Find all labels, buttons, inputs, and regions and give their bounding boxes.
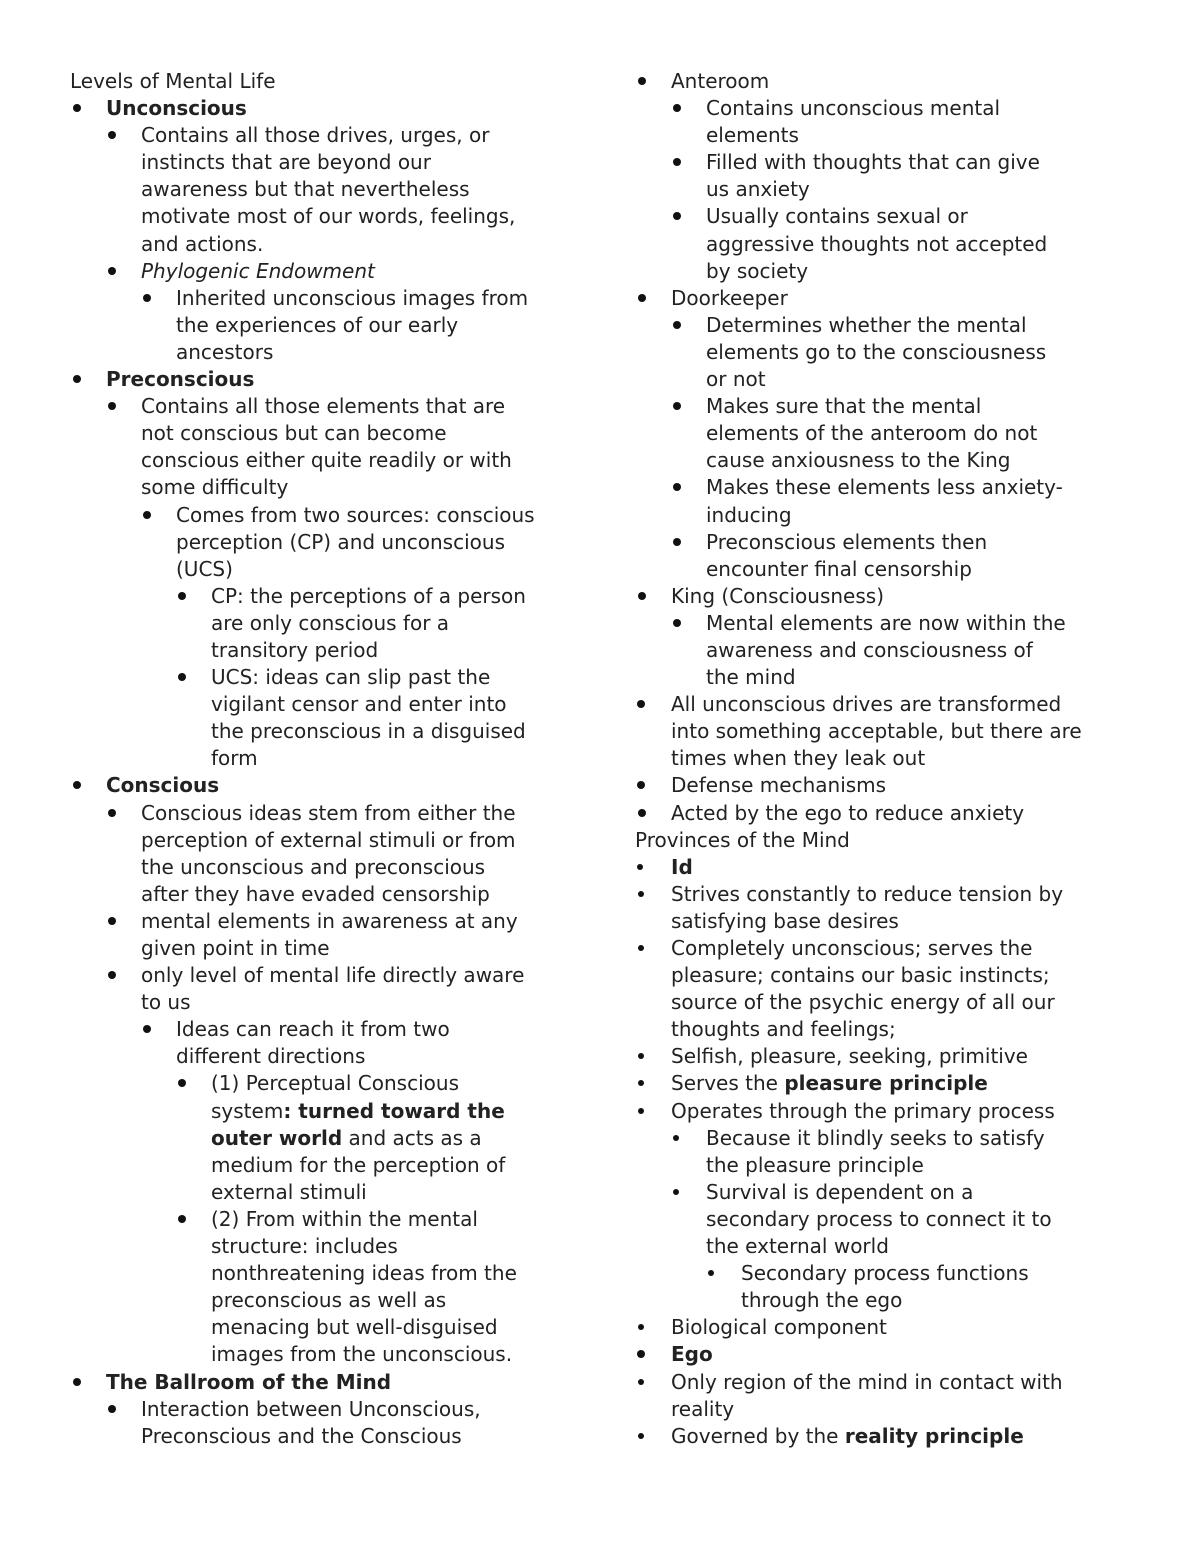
text: (UCS) — [176, 556, 233, 581]
text: cause anxiousness to the King — [706, 448, 1011, 473]
text: awareness but that nevertheless — [141, 177, 470, 202]
list-item — [635, 1125, 1135, 1152]
section-heading — [70, 68, 570, 95]
text: images from the unconscious. — [211, 1342, 513, 1367]
text: encounter final censorship — [706, 556, 972, 581]
bullet-icon — [638, 891, 644, 897]
text: Selfish, pleasure, seeking, primitive — [671, 1044, 1028, 1069]
list-item — [635, 800, 1135, 827]
text: reality — [671, 1396, 735, 1421]
bullet-icon — [673, 321, 681, 329]
bullet-icon — [673, 158, 681, 166]
list-item-continuation — [70, 556, 570, 583]
text: after they have evaded censorship — [141, 881, 490, 906]
text: pleasure; contains our basic instincts; — [671, 963, 1050, 988]
bullet-icon — [638, 809, 646, 817]
text: the external world — [706, 1234, 889, 1259]
list-item-continuation — [70, 637, 570, 664]
list-item-continuation — [635, 231, 1135, 258]
list-item — [70, 122, 570, 149]
list-item-continuation — [635, 1206, 1135, 1233]
list-item-continuation — [70, 1287, 570, 1314]
list-item — [635, 1260, 1135, 1287]
bold-text: Unconscious — [106, 96, 247, 121]
list-item-continuation — [70, 474, 570, 501]
list-item-continuation — [70, 854, 570, 881]
bold-text: Ego — [671, 1342, 713, 1367]
list-item — [70, 1016, 570, 1043]
text: King (Consciousness) — [671, 583, 885, 608]
bullet-icon — [673, 538, 681, 546]
text: CP: the perceptions of a person — [211, 583, 526, 608]
list-item — [635, 1043, 1135, 1070]
list-item-continuation — [70, 1233, 570, 1260]
list-item-continuation — [70, 203, 570, 230]
list-item — [70, 583, 570, 610]
list-item-continuation — [70, 529, 570, 556]
bullet-icon — [178, 592, 186, 600]
list-item — [70, 800, 570, 827]
list-item-continuation — [70, 1341, 570, 1368]
list-item-continuation — [70, 149, 570, 176]
text: Interaction between Unconscious, — [141, 1396, 481, 1421]
text: vigilant censor and enter into — [211, 692, 507, 717]
text: Usually contains sexual or — [706, 204, 968, 229]
text: (1) Perceptual Conscious — [211, 1071, 459, 1096]
list-item-continuation — [70, 935, 570, 962]
list-item-continuation — [635, 989, 1135, 1016]
text: preconscious as well as — [211, 1288, 447, 1313]
list-item-continuation — [635, 420, 1135, 447]
text: elements go to the consciousness — [706, 339, 1047, 364]
list-item-continuation — [635, 962, 1135, 989]
text: Preconscious and the Conscious — [141, 1423, 462, 1448]
text: conscious either quite readily or with — [141, 448, 512, 473]
text: Contains all those drives, urges, or — [141, 123, 490, 148]
list-item-continuation — [635, 176, 1135, 203]
list-item — [635, 68, 1135, 95]
section-heading — [635, 827, 1135, 854]
bullet-icon — [638, 1379, 644, 1385]
bold-text: Conscious — [106, 773, 220, 798]
bullet-icon — [108, 131, 116, 139]
list-item-continuation — [70, 339, 570, 366]
list-item — [635, 583, 1135, 610]
list-item-continuation — [70, 1098, 570, 1125]
text: and acts as a — [342, 1125, 482, 1150]
list-item — [635, 285, 1135, 312]
list-item — [635, 691, 1135, 718]
bullet-icon — [637, 781, 645, 789]
bullet-icon — [638, 1053, 644, 1059]
list-item-continuation — [635, 502, 1135, 529]
list-item-continuation — [635, 1287, 1135, 1314]
list-item-continuation — [635, 447, 1135, 474]
text: different directions — [176, 1044, 366, 1069]
text: Filled with thoughts that can give — [706, 150, 1040, 175]
list-item — [635, 529, 1135, 556]
bullet-icon — [73, 375, 81, 383]
text: the preconscious in a disguised — [211, 719, 526, 744]
text: Comes from two sources: conscious — [176, 502, 535, 527]
text: awareness and consciousness of — [706, 637, 1033, 662]
list-item-continuation — [635, 122, 1135, 149]
text: aggressive thoughts not accepted — [706, 231, 1048, 256]
text: Doorkeeper — [671, 285, 788, 310]
text: Governed by the — [671, 1423, 845, 1448]
bullet-icon — [638, 945, 644, 951]
text: the experiences of our early — [176, 312, 459, 337]
list-item — [635, 203, 1135, 230]
text: thoughts and feelings; — [671, 1017, 896, 1042]
text: structure: includes — [211, 1234, 398, 1259]
list-item — [635, 1341, 1135, 1368]
bullet-icon — [673, 1135, 679, 1141]
list-item — [635, 1179, 1135, 1206]
list-item-continuation — [635, 908, 1135, 935]
text: Preconscious elements then — [706, 529, 988, 554]
text: the unconscious and preconscious — [141, 854, 486, 879]
text: mental elements in awareness at any — [141, 908, 518, 933]
bullet-icon — [178, 1215, 186, 1223]
bullet-icon — [108, 917, 116, 925]
text: satisfying base desires — [671, 908, 899, 933]
text: source of the psychic energy of all our — [671, 990, 1055, 1015]
text: form — [211, 746, 258, 771]
list-item-continuation — [635, 1233, 1135, 1260]
right-column — [635, 68, 1135, 1450]
bullet-icon — [73, 1378, 81, 1386]
text: Because it blindly seeks to satisfy — [706, 1125, 1045, 1150]
list-item — [635, 312, 1135, 339]
text: (2) From within the mental — [211, 1206, 478, 1231]
text: perception of external stimuli or from — [141, 827, 516, 852]
list-item-continuation — [635, 1016, 1135, 1043]
text: Conscious ideas stem from either the — [141, 800, 516, 825]
bold-text: The Ballroom of the Mind — [106, 1369, 392, 1394]
text: system — [211, 1098, 284, 1123]
text: All unconscious drives are transformed — [671, 692, 1062, 717]
list-item — [70, 1369, 570, 1396]
list-item-continuation — [635, 339, 1135, 366]
text: us anxiety — [706, 177, 810, 202]
bullet-icon — [637, 700, 645, 708]
list-item — [70, 772, 570, 799]
list-item-continuation — [70, 447, 570, 474]
list-item-continuation — [70, 420, 570, 447]
bullet-icon — [143, 294, 151, 302]
list-item — [70, 258, 570, 285]
bold-text: reality principle — [844, 1423, 1024, 1448]
text: Secondary process functions — [741, 1261, 1029, 1286]
text: to us — [141, 990, 191, 1015]
list-item — [70, 1206, 570, 1233]
text: Biological component — [671, 1315, 887, 1340]
list-item-continuation — [70, 989, 570, 1016]
text: Completely unconscious; serves the — [671, 936, 1033, 960]
list-item — [635, 610, 1135, 637]
bullet-icon — [673, 402, 681, 410]
list-item — [70, 393, 570, 420]
text: the pleasure principle — [706, 1152, 924, 1177]
text: Operates through the primary process — [671, 1098, 1055, 1123]
text: nonthreatening ideas from the — [211, 1261, 517, 1286]
bullet-icon — [108, 267, 116, 275]
text: through the ego — [741, 1288, 903, 1313]
bullet-icon — [73, 104, 81, 112]
list-item — [70, 908, 570, 935]
list-item-continuation — [70, 231, 570, 258]
text: external stimuli — [211, 1179, 367, 1204]
text: motivate most of our words, feelings, — [141, 204, 516, 229]
list-item-continuation — [70, 312, 570, 339]
bullet-icon — [108, 971, 116, 979]
list-item — [635, 881, 1135, 908]
bullet-icon — [108, 1405, 116, 1413]
bullet-icon — [143, 511, 151, 519]
text: elements — [706, 123, 799, 148]
text: secondary process to connect it to — [706, 1206, 1052, 1231]
list-item — [635, 1070, 1135, 1097]
bold-text: pleasure principle — [784, 1071, 988, 1096]
text: Ideas can reach it from two — [176, 1017, 450, 1042]
bullet-icon — [638, 1108, 644, 1114]
text: instincts that are beyond our — [141, 150, 431, 175]
list-item-continuation — [635, 258, 1135, 285]
text: elements of the anteroom do not — [706, 421, 1038, 446]
text: into something acceptable, but there are — [671, 719, 1082, 744]
text: and actions. — [141, 231, 264, 256]
text: UCS: ideas can slip past the — [211, 665, 491, 690]
bullet-icon — [673, 619, 681, 627]
list-item-continuation — [70, 827, 570, 854]
list-item-continuation — [70, 718, 570, 745]
list-item-continuation — [70, 610, 570, 637]
text: Levels of Mental Life — [70, 69, 276, 93]
bullet-icon — [638, 1080, 644, 1086]
text: are only conscious for a — [211, 610, 450, 635]
bullet-icon — [108, 809, 116, 817]
list-item — [635, 854, 1135, 881]
text: Survival is dependent on a — [706, 1179, 974, 1204]
list-item-continuation — [635, 664, 1135, 691]
text: Serves the — [671, 1071, 785, 1096]
text: Acted by the ego to reduce anxiety — [671, 800, 1025, 825]
list-item — [635, 474, 1135, 501]
list-item — [70, 664, 570, 691]
list-item-continuation — [635, 556, 1135, 583]
left-column — [70, 68, 570, 1450]
list-item — [70, 366, 570, 393]
list-item — [635, 393, 1135, 420]
bullet-icon — [673, 104, 681, 112]
list-item — [70, 962, 570, 989]
list-item-continuation — [70, 1423, 570, 1450]
list-item-continuation — [70, 745, 570, 772]
list-item — [70, 285, 570, 312]
list-item-continuation — [70, 1125, 570, 1152]
text: menacing but well-disguised — [211, 1315, 498, 1340]
text: some difficulty — [141, 475, 289, 500]
list-item-continuation — [70, 1179, 570, 1206]
text: Makes these elements less anxiety- — [706, 475, 1063, 500]
bullet-icon — [638, 1324, 644, 1330]
text: times when they leak out — [671, 746, 926, 771]
italic-text: Phylogenic Endowment — [141, 258, 375, 283]
text: transitory period — [211, 637, 379, 662]
list-item — [70, 502, 570, 529]
text: Contains all those elements that are — [141, 394, 506, 419]
text: Provinces of the Mind — [635, 827, 850, 852]
list-item-continuation — [70, 176, 570, 203]
bold-text: Id — [671, 854, 693, 879]
bullet-icon — [638, 1433, 644, 1439]
text: by society — [706, 258, 809, 283]
list-item-continuation — [635, 637, 1135, 664]
list-item-continuation — [635, 366, 1135, 393]
list-item — [635, 772, 1135, 799]
list-item — [635, 1314, 1135, 1341]
text: Determines whether the mental — [706, 312, 1027, 337]
list-item-continuation — [635, 745, 1135, 772]
text: Anteroom — [671, 69, 770, 93]
list-item — [635, 149, 1135, 176]
list-item-continuation — [635, 718, 1135, 745]
list-item — [635, 1369, 1135, 1396]
list-item — [635, 95, 1135, 122]
list-item-continuation — [70, 1314, 570, 1341]
text: medium for the perception of — [211, 1152, 506, 1177]
bullet-icon — [73, 781, 81, 789]
text: Defense mechanisms — [671, 773, 887, 798]
list-item — [635, 935, 1135, 962]
list-item-continuation — [70, 1043, 570, 1070]
bold-text: Preconscious — [106, 367, 255, 392]
text: inducing — [706, 502, 792, 527]
text: perception (CP) and unconscious — [176, 529, 505, 554]
bold-text: outer world — [211, 1125, 343, 1150]
bullet-icon — [708, 1270, 714, 1276]
bullet-icon — [673, 1189, 679, 1195]
bullet-icon — [108, 402, 116, 410]
list-item — [635, 1098, 1135, 1125]
bullet-icon — [178, 673, 186, 681]
list-item-continuation — [635, 1396, 1135, 1423]
list-item — [70, 95, 570, 122]
bullet-icon — [673, 483, 681, 491]
list-item-continuation — [635, 1152, 1135, 1179]
bullet-icon — [178, 1079, 186, 1087]
bold-text: : turned toward the — [283, 1098, 505, 1123]
bullet-icon — [638, 294, 646, 302]
list-item — [635, 1423, 1135, 1450]
text: Only region of the mind in contact with — [671, 1369, 1063, 1394]
text: given point in time — [141, 936, 330, 960]
list-item-continuation — [70, 691, 570, 718]
text: ancestors — [176, 339, 274, 364]
list-item — [70, 1070, 570, 1097]
list-item-continuation — [70, 881, 570, 908]
bullet-icon — [638, 77, 646, 85]
text: Mental elements are now within the — [706, 610, 1066, 635]
text: Contains unconscious mental — [706, 96, 1001, 121]
text: the mind — [706, 665, 796, 690]
bullet-icon — [637, 864, 643, 870]
text: Makes sure that the mental — [706, 394, 982, 419]
bullet-icon — [143, 1025, 151, 1033]
bullet-icon — [637, 1350, 645, 1358]
text: Strives constantly to reduce tension by — [671, 881, 1064, 906]
text: not conscious but can become — [141, 421, 447, 446]
text: or not — [706, 367, 766, 392]
text: Inherited unconscious images from — [176, 285, 529, 310]
list-item-continuation — [70, 1260, 570, 1287]
list-item-continuation — [70, 1152, 570, 1179]
text: only level of mental life directly aware — [141, 963, 525, 988]
bullet-icon — [673, 212, 681, 220]
bullet-icon — [638, 592, 646, 600]
list-item — [70, 1396, 570, 1423]
